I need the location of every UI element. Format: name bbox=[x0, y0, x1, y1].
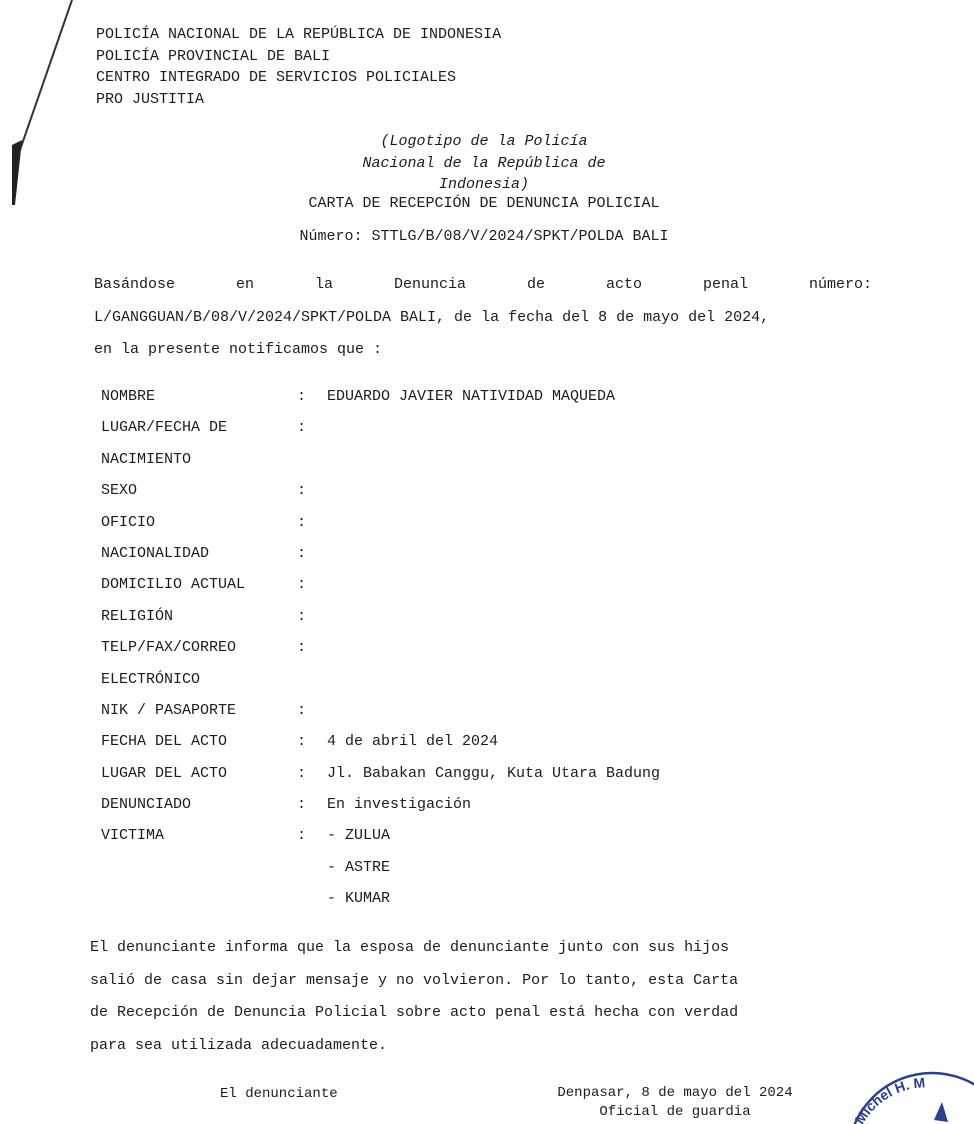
agency-header bbox=[96, 24, 501, 110]
field-label: RELIGIÓN bbox=[101, 607, 174, 625]
field-label: DENUNCIADO bbox=[101, 796, 192, 814]
field-label: SEXO bbox=[101, 482, 138, 500]
corner-crease-line bbox=[20, 0, 72, 150]
header-line-2: POLICÍA PROVINCIAL DE BALI bbox=[96, 47, 331, 65]
field-label: NACIONALIDAD bbox=[101, 544, 210, 562]
document-number: Número: STTLG/B/08/V/2024/SPKT/POLDA BALI bbox=[299, 228, 669, 245]
closing-line-4: para sea utilizada adecuadamente. bbox=[90, 1036, 388, 1054]
closing-line-1: El denunciante informa que la esposa de denunciante junto con sus hijos bbox=[90, 939, 730, 956]
closing-line-3: de Recepción de Denuncia Policial sobre acto penal está hecha con verdad bbox=[90, 1004, 739, 1021]
closing-line-2: salió de casa sin dejar mensaje y no volvieron. Por lo tanto, esta Carta bbox=[90, 971, 739, 989]
complainant-signature-label: El denunciante bbox=[220, 1086, 338, 1102]
field-colon: : bbox=[297, 764, 307, 782]
logo-note-line-2: Nacional de la República de bbox=[362, 154, 606, 172]
field-colon: : bbox=[297, 513, 307, 531]
page-corner-edge bbox=[0, 0, 80, 220]
field-label: TELP/FAX/CORREO bbox=[101, 639, 237, 657]
field-value: Jl. Babakan Canggu, Kuta Utara Badung bbox=[327, 764, 661, 782]
closing-paragraph bbox=[90, 932, 874, 1062]
field-colon: : bbox=[297, 482, 307, 500]
field-colon: : bbox=[297, 544, 307, 562]
field-colon: : bbox=[297, 639, 307, 657]
logo-note-line-1: (Logotipo de la Policía bbox=[380, 133, 588, 150]
field-label: ELECTRÓNICO bbox=[101, 670, 201, 688]
logo-note-line-3: Indonesia) bbox=[438, 176, 529, 193]
intro-line-3: en la presente notificamos que : bbox=[94, 341, 383, 358]
field-colon: : bbox=[297, 796, 307, 814]
field-label: LUGAR/FECHA DE bbox=[101, 419, 228, 437]
field-value: - ASTRE bbox=[327, 858, 391, 876]
field-value: 4 de abril del 2024 bbox=[327, 733, 499, 751]
field-value: EDUARDO JAVIER NATIVIDAD MAQUEDA bbox=[327, 388, 616, 405]
field-label: DOMICILIO ACTUAL bbox=[101, 576, 246, 594]
official-stamp bbox=[842, 1062, 974, 1124]
field-label: LUGAR DEL ACTO bbox=[101, 764, 228, 782]
field-colon: : bbox=[297, 419, 307, 437]
intro-line-1: Basándose en la Denuncia de acto penal número: bbox=[94, 276, 872, 293]
field-value: - ZULUA bbox=[327, 827, 391, 845]
field-colon: : bbox=[297, 576, 307, 594]
place-date: Denpasar, 8 de mayo del 2024 bbox=[557, 1085, 793, 1101]
field-label: NIK / PASAPORTE bbox=[101, 701, 237, 719]
field-label: VICTIMA bbox=[101, 827, 165, 845]
field-label: NOMBRE bbox=[101, 388, 156, 405]
header-line-1: POLICÍA NACIONAL DE LA REPÚBLICA DE INDONESIA bbox=[96, 26, 502, 43]
field-colon: : bbox=[297, 701, 307, 719]
intro-paragraph bbox=[94, 269, 872, 367]
intro-line-2: L/GANGGUAN/B/08/V/2024/SPKT/POLDA BALI, de la fecha del 8 de mayo del 2024, bbox=[94, 308, 770, 326]
header-line-3: CENTRO INTEGRADO DE SERVICIOS POLICIALES bbox=[96, 69, 457, 86]
officer-role: Oficial de guardia bbox=[599, 1104, 751, 1120]
field-colon: : bbox=[297, 388, 307, 405]
field-label: FECHA DEL ACTO bbox=[101, 733, 228, 751]
stamp-emblem-icon bbox=[934, 1102, 948, 1122]
header-line-4: PRO JUSTITIA bbox=[96, 90, 205, 108]
field-colon: : bbox=[297, 607, 307, 625]
stamp-text: Michel H. M bbox=[851, 1074, 926, 1124]
field-colon: : bbox=[297, 733, 307, 751]
corner-shadow bbox=[12, 140, 22, 205]
document-title: CARTA DE RECEPCIÓN DE DENUNCIA POLICIAL bbox=[308, 195, 660, 212]
field-value: - KUMAR bbox=[327, 890, 391, 908]
field-value: En investigación bbox=[327, 796, 472, 814]
logo-placeholder-note bbox=[260, 131, 708, 196]
field-label: NACIMIENTO bbox=[101, 450, 192, 468]
officer-signature-block bbox=[520, 1084, 830, 1122]
field-colon: : bbox=[297, 827, 307, 845]
field-label: OFICIO bbox=[101, 513, 156, 531]
